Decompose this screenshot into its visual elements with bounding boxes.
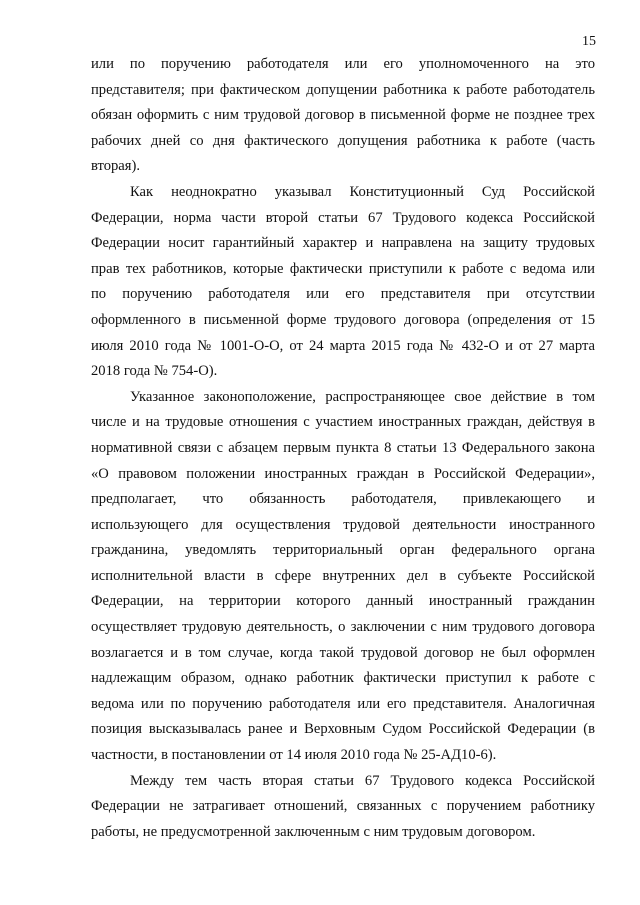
text-line: Федерации, норма части второй статьи 67 Трудового кодекса Российской bbox=[91, 209, 595, 226]
text-line: гражданина, уведомлять территориальный орган федерального органа bbox=[91, 542, 595, 559]
text-line: осуществляет трудовую деятельность, о заключении с ним трудового договора bbox=[91, 619, 595, 636]
text-line: июля 2010 года № 1001-О-О, от 24 марта 2015 года № 432-О и от 27 марта bbox=[91, 337, 595, 354]
text-line: 2018 года № 754-О). bbox=[91, 363, 218, 380]
text-line: представителя; при фактическом допущении работника к работе работодатель bbox=[91, 81, 595, 98]
page-number: 15 bbox=[582, 34, 596, 49]
text-line: работы, не предусмотренной заключенным с ним трудовым договором. bbox=[91, 823, 536, 840]
paragraph-3 bbox=[91, 385, 595, 769]
text-line: Между тем часть вторая статьи 67 Трудового кодекса Российской bbox=[130, 772, 595, 789]
text-line: Как неоднократно указывал Конституционный Суд Российской bbox=[130, 183, 595, 200]
text-line: Федерации носит гарантийный характер и направлена на защиту трудовых bbox=[91, 235, 595, 252]
text-line: частности, в постановлении от 14 июля 2010 года № 25-АД10-6). bbox=[91, 747, 497, 764]
text-line: Федерации, на территории которого данный иностранный гражданин bbox=[91, 593, 595, 610]
text-line: предполагает, что обязанность работодателя, привлекающего и bbox=[91, 491, 595, 508]
text-line: использующего для осуществления трудовой деятельности иностранного bbox=[91, 516, 595, 533]
text-line: оформленного в письменной форме трудового договора (определения от 15 bbox=[91, 311, 595, 328]
paragraph-1 bbox=[91, 52, 595, 180]
paragraph-2 bbox=[91, 180, 595, 385]
text-line: ведома или по поручению работодателя или его представителя. Аналогичная bbox=[91, 695, 595, 712]
text-line: Федерации не затрагивает отношений, связанных с поручением работнику bbox=[91, 798, 595, 815]
text-line: возлагается и в том случае, когда такой трудовой договор не был оформлен bbox=[91, 644, 595, 661]
text-line: Указанное законоположение, распространяющее свое действие в том bbox=[130, 388, 595, 405]
text-line: рабочих дней со дня фактического допущения работника к работе (часть bbox=[91, 132, 595, 149]
text-line: обязан оформить с ним трудовой договор в письменной форме не позднее трех bbox=[91, 107, 595, 124]
text-line: числе и на трудовые отношения с участием иностранных граждан, действуя в bbox=[91, 414, 595, 431]
text-line: нормативной связи с абзацем первым пункта 8 статьи 13 Федерального закона bbox=[91, 439, 595, 456]
text-line: надлежащим образом, однако работник фактически приступил к работе с bbox=[91, 670, 595, 687]
text-line: по поручению работодателя или его представителя при отсутствии bbox=[91, 286, 595, 303]
text-line: вторая). bbox=[91, 158, 141, 175]
text-line: прав тех работников, которые фактически приступили к работе с ведома или bbox=[91, 260, 595, 277]
text-line: позиция высказывалась ранее и Верховным Судом Российской Федерации (в bbox=[91, 721, 595, 738]
text-line: исполнительной власти в сфере внутренних дел в субъекте Российской bbox=[91, 567, 595, 584]
text-line: «О правовом положении иностранных граждан в Российской Федерации», bbox=[91, 465, 595, 482]
document-body bbox=[91, 52, 595, 845]
text-line: или по поручению работодателя или его уполномоченного на это bbox=[91, 56, 595, 72]
paragraph-4 bbox=[91, 769, 595, 846]
